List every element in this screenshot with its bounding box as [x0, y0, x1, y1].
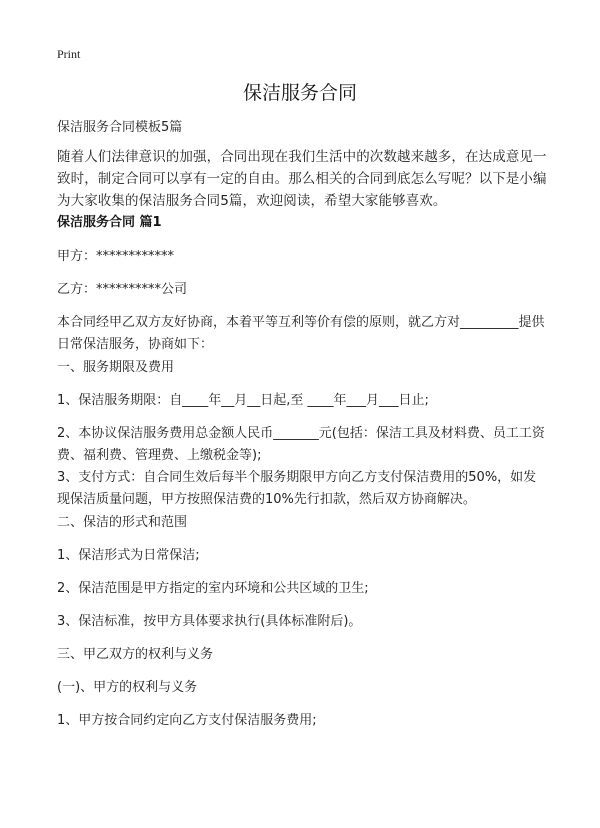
print-link[interactable]: Print — [57, 47, 81, 61]
clause-item: 1、甲方按合同约定向乙方支付保洁服务费用; — [57, 713, 317, 728]
page-title: 保洁服务合同 — [242, 82, 357, 104]
clause-heading: 三、甲乙双方的权利与义务 — [57, 647, 214, 662]
clause-item: 2、保洁范围是甲方指定的室内环境和公共区域的卫生; — [57, 581, 369, 596]
clause-item: 2、本协议保洁服务费用总金额人民币_______元(包括：保洁工具及材料费、员工工资费、福利费、管理费、上缴税金等); — [57, 426, 545, 463]
document-subtitle: 保洁服务合同模板5篇 — [57, 120, 183, 135]
clause-item: 1、保洁服务期限：自____年__月__日起,至 ____年___月___日止; — [57, 393, 429, 408]
clause-heading: 一、服务期限及费用 — [57, 360, 175, 375]
clause-heading: 二、保洁的形式和范围 — [57, 515, 188, 530]
party-b: 乙方：**********公司 — [57, 282, 188, 297]
clause-item: 3、支付方式：自合同生效后每半个服务期限甲方向乙方支付保洁费用的50%，如发现保洁质量问题，甲方按照保洁费的10%先行扣款，然后双方协商解决。 — [57, 470, 537, 507]
preamble-paragraph: 本合同经甲乙双方友好协商，本着平等互利等价有偿的原则，就乙方对_________提供日常保洁服务，协商如下： — [57, 315, 545, 352]
party-a: 甲方：************ — [57, 249, 175, 264]
intro-paragraph: 随着人们法律意识的加强，合同出现在我们生活中的次数越来越多，在达成意见一致时，制定合同可以享有一定的自由。那么相关的合同到底怎么写呢？以下是小编为大家收集的保洁服务合同5篇，欢迎阅读，希望大家能够喜欢。 — [57, 149, 547, 209]
section-heading: 保洁服务合同 篇1 — [57, 215, 162, 230]
clause-item: 1、保洁形式为日常保洁; — [57, 548, 200, 563]
sub-clause-heading: (一)、甲方的权利与义务 — [57, 680, 198, 695]
clause-item: 3、保洁标准，按甲方具体要求执行(具体标准附后)。 — [57, 614, 362, 629]
